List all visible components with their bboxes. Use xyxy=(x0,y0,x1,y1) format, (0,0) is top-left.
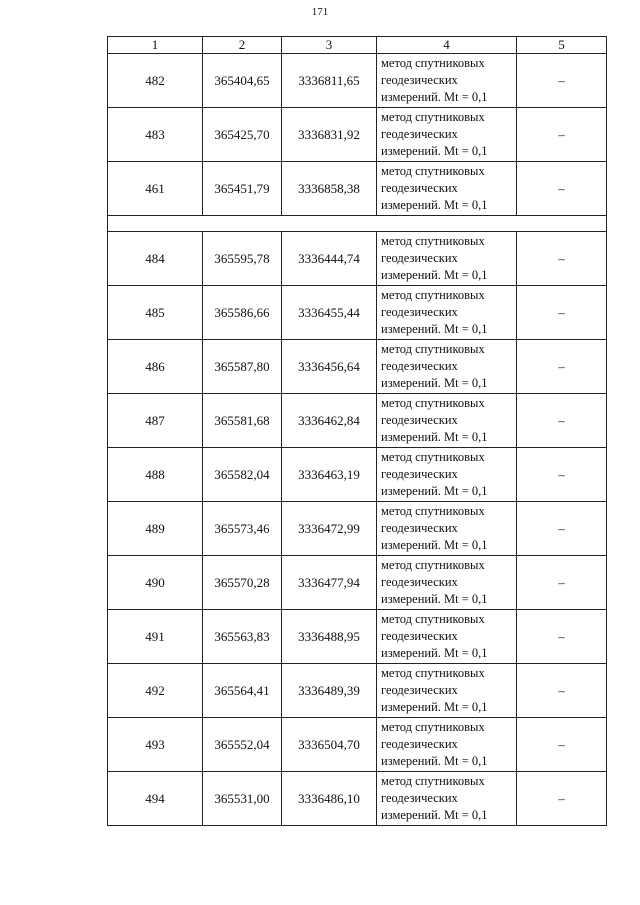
method-text-line: геодезических xyxy=(381,251,458,265)
note-cell: – xyxy=(517,232,607,286)
method-cell xyxy=(377,232,517,286)
method-text-line: метод спутниковых xyxy=(381,612,485,626)
x-coordinate-cell: 365587,80 xyxy=(203,340,282,394)
x-coordinate-cell: 365573,46 xyxy=(203,502,282,556)
method-text-line: измерений. Mt = 0,1 xyxy=(381,808,488,822)
column-header-3: 3 xyxy=(282,37,377,54)
table-row xyxy=(108,664,607,718)
method-text-line: геодезических xyxy=(381,791,458,805)
method-text-line: геодезических xyxy=(381,521,458,535)
method-cell xyxy=(377,286,517,340)
y-coordinate-cell: 3336477,94 xyxy=(282,556,377,610)
method-text-line: метод спутниковых xyxy=(381,396,485,410)
point-number-cell: 485 xyxy=(108,286,203,340)
method-text-line: измерений. Mt = 0,1 xyxy=(381,592,488,606)
method-text-line: метод спутниковых xyxy=(381,558,485,572)
x-coordinate-cell: 365586,66 xyxy=(203,286,282,340)
table-row xyxy=(108,448,607,502)
column-header-2: 2 xyxy=(203,37,282,54)
method-cell xyxy=(377,664,517,718)
table-body xyxy=(108,54,607,826)
method-text-line: геодезических xyxy=(381,359,458,373)
method-text-line: измерений. Mt = 0,1 xyxy=(381,538,488,552)
method-text-line: измерений. Mt = 0,1 xyxy=(381,90,488,104)
method-text-line: геодезических xyxy=(381,181,458,195)
method-text-line: метод спутниковых xyxy=(381,774,485,788)
point-number-cell: 486 xyxy=(108,340,203,394)
y-coordinate-cell: 3336463,19 xyxy=(282,448,377,502)
y-coordinate-cell: 3336831,92 xyxy=(282,108,377,162)
point-number-cell: 493 xyxy=(108,718,203,772)
table-row xyxy=(108,232,607,286)
method-text-line: геодезических xyxy=(381,413,458,427)
column-header-4: 4 xyxy=(377,37,517,54)
note-cell: – xyxy=(517,394,607,448)
note-cell: – xyxy=(517,162,607,216)
point-number-cell: 484 xyxy=(108,232,203,286)
note-cell: – xyxy=(517,610,607,664)
table-row xyxy=(108,108,607,162)
note-cell: – xyxy=(517,664,607,718)
method-text-line: геодезических xyxy=(381,73,458,87)
y-coordinate-cell: 3336504,70 xyxy=(282,718,377,772)
column-header-5: 5 xyxy=(517,37,607,54)
y-coordinate-cell: 3336444,74 xyxy=(282,232,377,286)
method-text-line: метод спутниковых xyxy=(381,342,485,356)
table-row xyxy=(108,556,607,610)
y-coordinate-cell: 3336486,10 xyxy=(282,772,377,826)
point-number-cell: 489 xyxy=(108,502,203,556)
method-text-line: геодезических xyxy=(381,737,458,751)
method-text-line: геодезических xyxy=(381,127,458,141)
method-text-line: геодезических xyxy=(381,305,458,319)
method-text-line: метод спутниковых xyxy=(381,450,485,464)
method-text-line: измерений. Mt = 0,1 xyxy=(381,322,488,336)
note-cell: – xyxy=(517,108,607,162)
table-row xyxy=(108,502,607,556)
table-row xyxy=(108,340,607,394)
method-cell xyxy=(377,162,517,216)
y-coordinate-cell: 3336488,95 xyxy=(282,610,377,664)
y-coordinate-cell: 3336858,38 xyxy=(282,162,377,216)
method-text-line: измерений. Mt = 0,1 xyxy=(381,268,488,282)
method-cell xyxy=(377,394,517,448)
separator-cell xyxy=(108,216,607,232)
x-coordinate-cell: 365451,79 xyxy=(203,162,282,216)
note-cell: – xyxy=(517,502,607,556)
x-coordinate-cell: 365564,41 xyxy=(203,664,282,718)
table-row xyxy=(108,54,607,108)
method-text-line: измерений. Mt = 0,1 xyxy=(381,430,488,444)
table-row xyxy=(108,162,607,216)
method-text-line: геодезических xyxy=(381,467,458,481)
x-coordinate-cell: 365581,68 xyxy=(203,394,282,448)
x-coordinate-cell: 365404,65 xyxy=(203,54,282,108)
note-cell: – xyxy=(517,54,607,108)
section-separator-row xyxy=(108,216,607,232)
note-cell: – xyxy=(517,718,607,772)
note-cell: – xyxy=(517,772,607,826)
method-text-line: измерений. Mt = 0,1 xyxy=(381,484,488,498)
y-coordinate-cell: 3336472,99 xyxy=(282,502,377,556)
y-coordinate-cell: 3336462,84 xyxy=(282,394,377,448)
method-text-line: геодезических xyxy=(381,575,458,589)
note-cell: – xyxy=(517,340,607,394)
note-cell: – xyxy=(517,448,607,502)
x-coordinate-cell: 365531,00 xyxy=(203,772,282,826)
page-number: 171 xyxy=(311,6,329,18)
method-cell xyxy=(377,108,517,162)
x-coordinate-cell: 365582,04 xyxy=(203,448,282,502)
method-text-line: метод спутниковых xyxy=(381,288,485,302)
method-cell xyxy=(377,448,517,502)
method-cell xyxy=(377,610,517,664)
note-cell: – xyxy=(517,556,607,610)
method-text-line: метод спутниковых xyxy=(381,164,485,178)
table-row xyxy=(108,772,607,826)
column-header-1: 1 xyxy=(108,37,203,54)
point-number-cell: 483 xyxy=(108,108,203,162)
table-row xyxy=(108,286,607,340)
note-cell: – xyxy=(517,286,607,340)
method-text-line: измерений. Mt = 0,1 xyxy=(381,646,488,660)
x-coordinate-cell: 365425,70 xyxy=(203,108,282,162)
point-number-cell: 492 xyxy=(108,664,203,718)
method-text-line: геодезических xyxy=(381,683,458,697)
table-header-row xyxy=(108,37,607,54)
method-text-line: измерений. Mt = 0,1 xyxy=(381,198,488,212)
method-text-line: метод спутниковых xyxy=(381,56,485,70)
x-coordinate-cell: 365595,78 xyxy=(203,232,282,286)
method-cell xyxy=(377,556,517,610)
method-cell xyxy=(377,718,517,772)
point-number-cell: 488 xyxy=(108,448,203,502)
x-coordinate-cell: 365570,28 xyxy=(203,556,282,610)
table-row xyxy=(108,718,607,772)
y-coordinate-cell: 3336455,44 xyxy=(282,286,377,340)
method-cell xyxy=(377,54,517,108)
method-text-line: геодезических xyxy=(381,629,458,643)
y-coordinate-cell: 3336489,39 xyxy=(282,664,377,718)
point-number-cell: 491 xyxy=(108,610,203,664)
x-coordinate-cell: 365563,83 xyxy=(203,610,282,664)
x-coordinate-cell: 365552,04 xyxy=(203,718,282,772)
point-number-cell: 490 xyxy=(108,556,203,610)
method-text-line: метод спутниковых xyxy=(381,110,485,124)
point-number-cell: 482 xyxy=(108,54,203,108)
point-number-cell: 494 xyxy=(108,772,203,826)
point-number-cell: 461 xyxy=(108,162,203,216)
table-row xyxy=(108,394,607,448)
table-row xyxy=(108,610,607,664)
coordinates-table xyxy=(107,36,607,826)
method-text-line: метод спутниковых xyxy=(381,720,485,734)
point-number-cell: 487 xyxy=(108,394,203,448)
method-text-line: метод спутниковых xyxy=(381,234,485,248)
method-text-line: измерений. Mt = 0,1 xyxy=(381,376,488,390)
method-cell xyxy=(377,502,517,556)
method-cell xyxy=(377,772,517,826)
method-text-line: измерений. Mt = 0,1 xyxy=(381,144,488,158)
method-text-line: измерений. Mt = 0,1 xyxy=(381,754,488,768)
method-cell xyxy=(377,340,517,394)
method-text-line: метод спутниковых xyxy=(381,666,485,680)
method-text-line: измерений. Mt = 0,1 xyxy=(381,700,488,714)
method-text-line: метод спутниковых xyxy=(381,504,485,518)
y-coordinate-cell: 3336811,65 xyxy=(282,54,377,108)
y-coordinate-cell: 3336456,64 xyxy=(282,340,377,394)
